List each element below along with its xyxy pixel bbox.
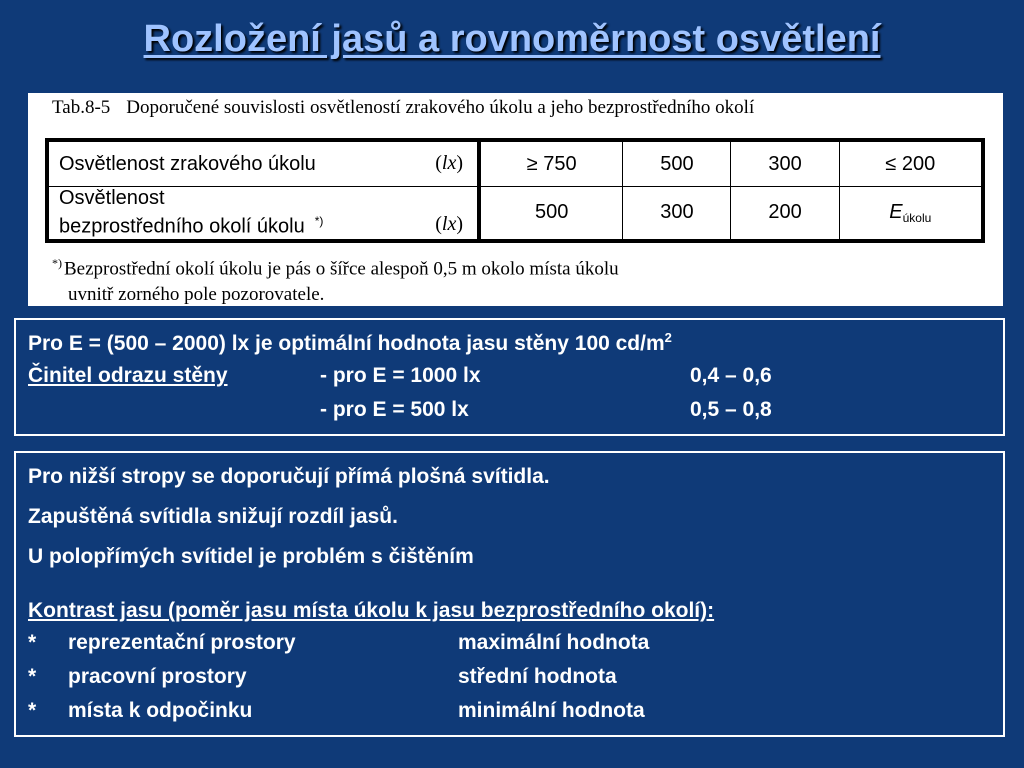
space-type: pracovní prostory [68, 665, 247, 688]
footnote-line2: uvnitř zorného pole pozorovatele. [68, 284, 325, 306]
footnote-line1: Bezprostřední okolí úkolu je pás o šířce alespoň 0,5 m okolo místa úkolu [64, 258, 619, 280]
table-row [47, 187, 983, 241]
bullet: * [28, 699, 37, 722]
row-label-line2: bezprostředního okolí úkolu [59, 215, 305, 238]
table-cell-e-ukolu: $E_{úkolu}$ [839, 187, 983, 241]
contrast-heading: Kontrast jasu (poměr jasu místa úkolu k jasu bezprostředního okolí): [28, 599, 715, 622]
table-footnote [52, 250, 619, 308]
reflectance-value: 0,5 – 0,8 [690, 398, 772, 421]
reflectance-condition: - pro E = 500 lx [320, 398, 469, 421]
contrast-value: střední hodnota [458, 665, 617, 688]
tip-line: Pro nižší stropy se doporučují přímá plošná svítidla. [28, 465, 550, 488]
tip-line: Zapuštěná svítidla snižují rozdíl jasů. [28, 505, 398, 528]
wall-luminance-box [14, 318, 1005, 436]
row-label: Osvětlenost zrakového úkolu [59, 152, 316, 175]
unit-label: (lx) [435, 152, 463, 174]
contrast-value: maximální hodnota [458, 631, 650, 654]
row-label-cell [47, 187, 479, 241]
illuminance-table [45, 138, 985, 243]
tip-line: U polopřímých svítidel je problém s čištěním [28, 545, 474, 568]
table-row [47, 140, 983, 187]
optimal-wall-luminance-text: Pro E = (500 – 2000) lx je optimální hodnota jasu stěny 100 $cd/m^2$ [28, 330, 672, 355]
table-caption-id: Tab.8-5 [52, 97, 111, 118]
table-cell: 300 [731, 140, 839, 187]
reflectance-label: Činitel odrazu stěny [28, 364, 228, 387]
table-cell: ≥ 750 [479, 140, 623, 187]
row-label-line1: Osvětlenost [59, 187, 165, 209]
table-image-panel [28, 93, 1003, 306]
footnote-marker: *) [314, 214, 324, 228]
bullet: * [28, 665, 37, 688]
table-cell: 500 [623, 140, 731, 187]
footnote-mark: *) [52, 256, 62, 270]
table-caption [52, 97, 754, 119]
reflectance-condition: - pro E = 1000 lx [320, 364, 481, 387]
luminance-tips-box [14, 451, 1005, 737]
reflectance-value: 0,4 – 0,6 [690, 364, 772, 387]
contrast-value: minimální hodnota [458, 699, 645, 722]
slide-title: Rozložení jasů a rovnoměrnost osvětlení [143, 18, 881, 60]
row-label-cell [47, 140, 479, 187]
space-type: reprezentační prostory [68, 631, 296, 654]
table-cell: 500 [479, 187, 623, 241]
unit-label: (lx) [435, 212, 463, 235]
table-cell: 200 [731, 187, 839, 241]
space-type: místa k odpočinku [68, 699, 253, 722]
table-cell: 300 [623, 187, 731, 241]
bullet: * [28, 631, 37, 654]
table-caption-text: Doporučené souvislosti osvětleností zrakového úkolu a jeho bezprostředního okolí [126, 97, 755, 118]
table-cell: ≤ 200 [839, 140, 983, 187]
